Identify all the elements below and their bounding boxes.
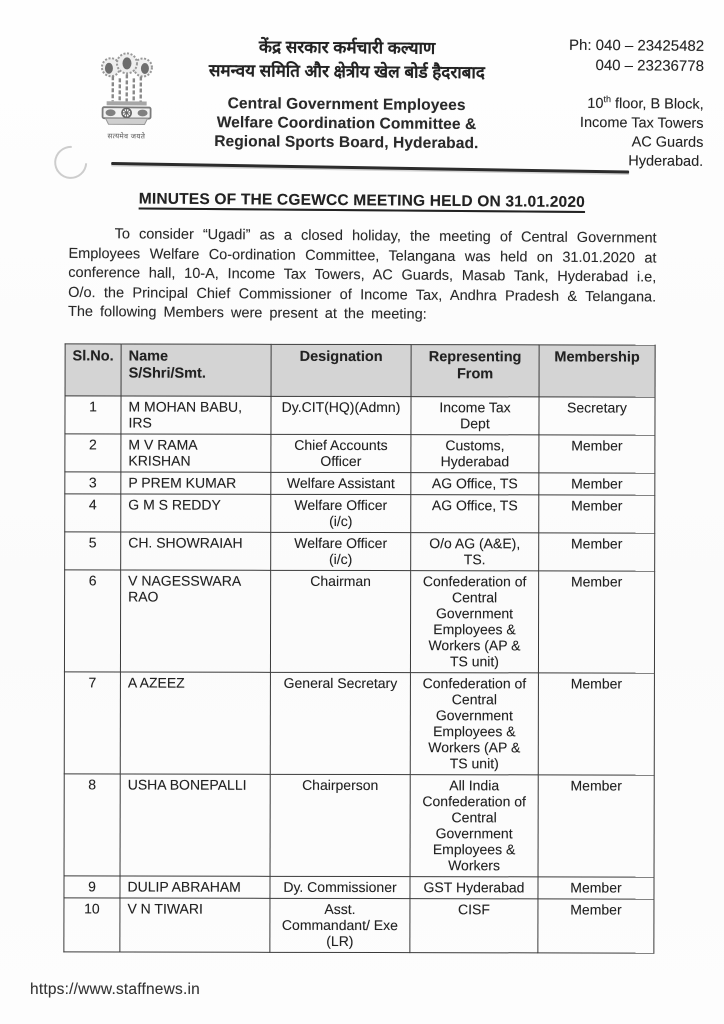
table-row <box>64 570 654 673</box>
cell-name: A AZEEZ <box>120 672 270 774</box>
letterhead-center <box>165 35 528 154</box>
cell-membership: Member <box>538 899 654 953</box>
document-title: MINUTES OF THE CGEWCC MEETING HELD ON 31.01.2020 <box>138 190 586 211</box>
cell-designation: General Secretary <box>270 672 410 774</box>
cell-name: USHA BONEPALLI <box>120 774 270 876</box>
address-line2: Income Tax Towers <box>579 114 704 132</box>
cell-membership: Member <box>539 533 655 571</box>
org-name-line1: Central Government Employees <box>227 95 466 115</box>
table-row <box>65 532 655 571</box>
cell-slno: 9 <box>64 876 120 898</box>
cell-name: DULIP ABRAHAM <box>120 876 270 898</box>
ordinal-superscript: th <box>603 94 612 105</box>
cell-slno: 5 <box>65 532 121 570</box>
cell-slno: 3 <box>65 472 121 494</box>
cell-representing: Confederation of Central Government Employees & Workers (AP & TS unit) <box>410 571 538 673</box>
table-row <box>65 396 655 435</box>
cell-membership: Member <box>538 877 654 899</box>
india-national-emblem <box>95 50 158 141</box>
org-name-line3: Regional Sports Board, Hyderabad. <box>214 133 479 153</box>
cell-representing: CISF <box>410 899 538 953</box>
table-row <box>64 876 654 899</box>
letterhead-hindi-line2: समन्वय समिति और क्षेत्रीय खेल बोर्ड हैदराबाद <box>208 61 485 83</box>
cell-membership: Member <box>539 435 655 473</box>
cell-membership: Secretary <box>539 397 655 435</box>
cell-representing: O/o AG (A&E), TS. <box>411 533 539 571</box>
cell-representing: Customs, Hyderabad <box>411 435 539 473</box>
cell-slno: 8 <box>64 774 120 876</box>
letterhead-hindi-line1: केंद्र सरकार कर्मचारी कल्याण <box>258 37 436 58</box>
cell-slno: 2 <box>65 434 121 472</box>
cell-name: M V RAMA KRISHAN <box>121 434 271 472</box>
cell-membership: Member <box>539 473 655 495</box>
table-row <box>64 774 654 877</box>
intro-paragraph: To consider “Ugadi” as a closed holiday, the meeting of Central Government Employees Welfare Co-ordination Committee, Telangana was held on 31.01.2020 at conference hall, 10-A, Income Tax Towers, AC Guards, Masab Tank, Hyderabad i.e, O/o. the Principal Chief Commissioner of Income Tax, Andhra Pradesh & Telangana. The following Members were present at the meeting: <box>67 226 657 324</box>
cell-name: P PREM KUMAR <box>121 472 271 494</box>
cell-representing: AG Office, TS <box>411 495 539 533</box>
cell-slno: 7 <box>64 672 120 774</box>
cell-representing: AG Office, TS <box>411 473 539 495</box>
phone-line2: 040 – 23236778 <box>595 57 705 75</box>
cell-name: G M S REDDY <box>121 494 271 532</box>
address-line4: Hyderabad. <box>628 153 704 170</box>
address-line3: AC Guards <box>631 134 704 151</box>
table-row <box>64 672 654 775</box>
cell-designation: Welfare Assistant <box>271 472 411 494</box>
cell-slno: 1 <box>65 396 121 434</box>
table-header-row <box>65 344 655 397</box>
cell-membership: Member <box>538 673 654 775</box>
ashoka-lion-capital-icon <box>97 50 156 128</box>
cell-membership: Member <box>539 495 655 533</box>
cell-designation: Chairperson <box>270 774 410 876</box>
cell-membership: Member <box>538 775 654 877</box>
organization-name <box>165 94 527 154</box>
cell-designation: Dy.CIT(HQ)(Admn) <box>271 396 411 434</box>
cell-designation: Dy. Commissioner <box>270 876 410 898</box>
phone-line1: Ph: 040 – 23425482 <box>568 36 705 55</box>
letterhead-contact <box>498 35 704 171</box>
address-line1: 10th floor, B Block, <box>587 94 704 113</box>
source-url: https://www.staffnews.in <box>30 981 200 998</box>
emblem-motto: सत्यमेव जयते <box>107 133 146 141</box>
cell-representing: GST Hyderabad <box>410 877 538 899</box>
cell-name: V NAGESSWARA RAO <box>120 570 270 672</box>
cell-slno: 4 <box>65 494 121 532</box>
cell-membership: Member <box>538 571 654 673</box>
scan-pen-mark <box>47 139 94 186</box>
col-header-designation: Designation <box>271 344 411 396</box>
cell-slno: 6 <box>64 570 120 672</box>
col-header-representing: Representing From <box>411 345 539 397</box>
letterhead <box>0 0 724 345</box>
cell-designation: Welfare Officer (i/c) <box>271 494 411 532</box>
col-header-name: Name S/Shri/Smt. <box>121 344 271 396</box>
table-row <box>65 434 655 473</box>
cell-name: CH. SHOWRAIAH <box>121 532 271 570</box>
cell-name: M MOHAN BABU, IRS <box>121 396 271 434</box>
table-row <box>65 472 655 495</box>
office-address <box>498 89 704 171</box>
cell-designation: Chief Accounts Officer <box>271 434 411 472</box>
table-row <box>65 494 655 533</box>
cell-designation: Asst. Commandant/ Exe (LR) <box>270 898 410 952</box>
col-header-slno: Sl.No. <box>65 344 121 396</box>
cell-representing: All India Confederation of Central Government Employees & Workers <box>410 775 538 877</box>
cell-representing: Confederation of Central Government Employees & Workers (AP & TS unit) <box>410 673 538 775</box>
cell-designation: Welfare Officer (i/c) <box>271 532 411 570</box>
cell-name: V N TIWARI <box>120 898 270 952</box>
cell-representing: Income Tax Dept <box>411 397 539 435</box>
table-row <box>64 898 654 953</box>
members-table <box>63 343 655 953</box>
cell-slno: 10 <box>64 898 120 952</box>
cell-designation: Chairman <box>270 570 410 672</box>
org-name-line2: Welfare Coordination Committee & <box>216 114 477 134</box>
col-header-membership: Membership <box>539 345 655 397</box>
phone-numbers <box>499 35 704 77</box>
